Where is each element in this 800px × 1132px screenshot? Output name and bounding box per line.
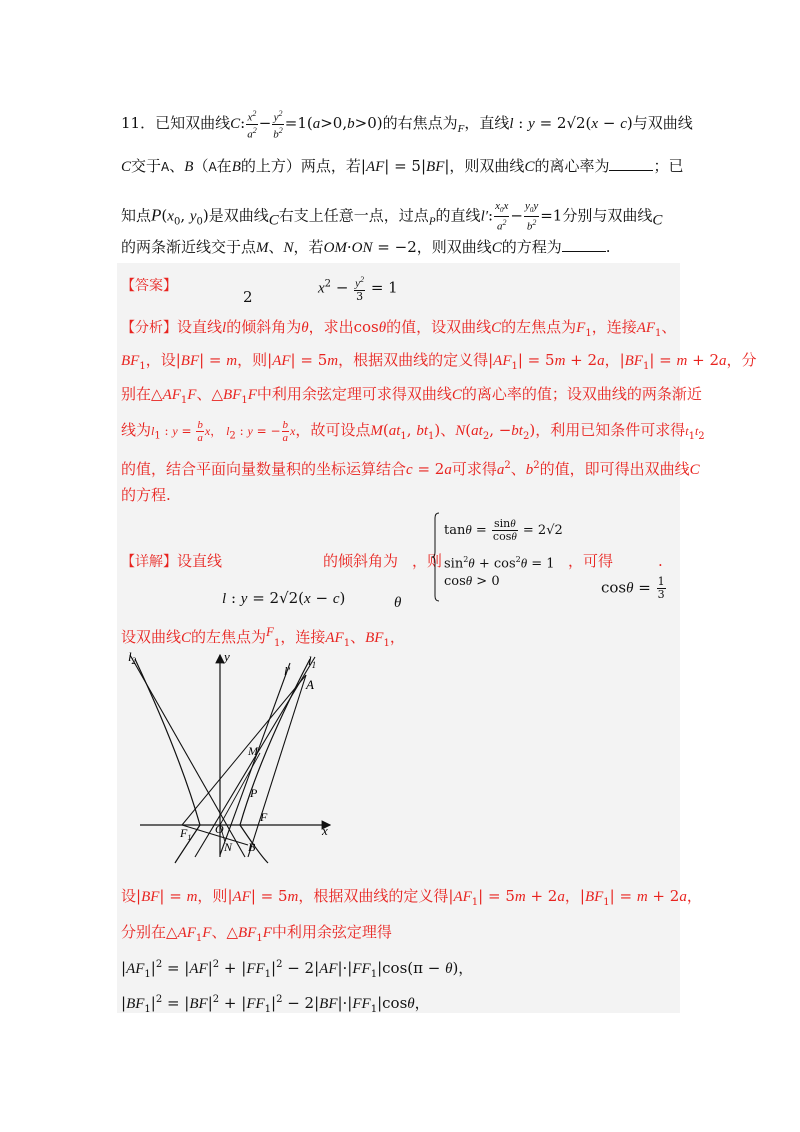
problem-line-2: C交于A、B（A在B的上方）两点，若|AF| = 5|BF|，则双曲线C的离心率为 ；已 (121, 157, 684, 175)
label-A: A (306, 677, 314, 692)
analysis-line-5: 的值，结合平面向量数量积的坐标运算结合c = 2a可求得$a^2$、$b^2$的值，即可得出双曲线C (121, 460, 700, 478)
analysis-line-6: 的方程. (121, 486, 171, 504)
problem-line-3: 知点$P(x_0$, $y_0$)是双曲线C右支上任意一点，过点$_P$的直线l′: $\frac{x_0x}{a^2}$ − $\frac{y_0y}{b^2}$ =1分别与双曲线C (121, 200, 663, 233)
label-B: B (248, 840, 256, 854)
label-O: O (215, 822, 224, 836)
segment-F1A (182, 675, 306, 825)
detail-line-1d: ，可得 (568, 552, 614, 570)
label-P: P (250, 786, 258, 800)
label-F1: $F_1$ (180, 826, 192, 842)
analysis-line-4: 线为$l_1$ : y = $\frac{b}{a}$ x， $l_2$ : y = − $\frac{b}{a}$ x，故可设点$M(at_1$, $bt_1$)、$N(at_2$, $-bt_2$)，利用已知条件可求得$t_1t_2$ (121, 419, 705, 444)
analysis-line-2: $BF_1$，设|BF| = m，则|AF| = 5m，根据双曲线的定义得$|AF_1| = 5m + 2a$，$|BF_1| = m + 2a$，分 (121, 351, 757, 372)
detail-line-1: 【详解】设直线 (121, 552, 223, 570)
analysis-tag: 【分析】 (121, 320, 177, 336)
label-x: x (322, 823, 328, 838)
label-l1: $l_1$ (308, 653, 317, 670)
label-N: N (224, 840, 233, 854)
hyperbola-figure (120, 645, 340, 865)
answer-value-2: $x^2$ − $\frac{y^2}{3}$ = 1 (318, 275, 398, 303)
problem-line-1: 11．已知双曲线C: $\frac{x^2}{a^2}$ − $\frac{y^2}{b^2}$ =1(a>0,b>0)的右焦点为$_F$，直线l : y = 2√2(x − c)与双曲线 (121, 109, 693, 141)
system-row-3: cosθ > 0 (444, 573, 500, 589)
detail-line-1c: ，则 (412, 552, 443, 570)
system-row-1: tanθ = $\frac{\sin\theta}{\cos\theta}$ = 2√2 (444, 517, 563, 543)
after-line-2: 分别在$\triangle AF_1F$、$\triangle BF_1F$中利用余弦定理得 (121, 923, 392, 944)
answer-tag: 【答案】 (121, 278, 177, 294)
problem-number: 11． (121, 114, 156, 133)
label-l2: $l_2$ (128, 649, 137, 666)
label-F: F (260, 810, 268, 824)
theta-symbol: θ (394, 595, 402, 611)
label-y: y (224, 649, 230, 664)
detail-line-2: 设双曲线C的左焦点为$F_1$，连接$AF_1$、$BF_1$， (121, 624, 405, 649)
detail-line-1b: 的倾斜角为 (323, 552, 399, 570)
detail-tag: 【详解】 (121, 554, 177, 570)
cos-result: cosθ = $\frac{1}{3}$ (601, 575, 665, 601)
answer-line (121, 275, 177, 296)
system-brace (432, 512, 440, 602)
analysis-line-3: 别在$\triangle AF_1F$、$\triangle BF_1F$中利用余弦定理可求得双曲线C的离心率的值；设双曲线的两条渐近 (121, 385, 702, 406)
label-l-prime: l′ (284, 664, 290, 678)
label-M: M (248, 744, 258, 758)
line-l (248, 675, 306, 857)
system-row-2: $\sin^2\theta + \cos^2\theta = 1$ (444, 555, 555, 572)
detail-line-1e: . (658, 552, 663, 570)
after-line-1: 设|BF| = m，则|AF| = 5m，根据双曲线的定义得$|AF_1| = 5m + 2a$，$|BF_1| = m + 2a$， (121, 887, 702, 908)
answer-blank-1 (609, 156, 653, 171)
equation-af1: $|AF_1|^2 = |AF|^2 + |FF_1|^2 - 2|AF|\cdot|FF_1|\cos(\pi - \theta)$， (121, 959, 474, 980)
analysis-line-1: 【分析】设直线l的倾斜角为θ，求出cosθ的值，设双曲线C的左焦点为$F_1$，连接$AF_1$、 (121, 318, 677, 339)
answer-value-1: 2 (243, 288, 253, 306)
answer-blank-2 (562, 237, 606, 252)
line-l-equation: l : y = 2√2(x − c) (222, 589, 346, 607)
equation-bf1: $|BF_1|^2 = |BF|^2 + |FF_1|^2 - 2|BF|\cdot|FF_1|\cos\theta$， (121, 994, 430, 1015)
hyperbola-right-branch (240, 659, 310, 863)
problem-line-4: 的两条渐近线交于点M、N，若OM·ON = −2，则双曲线C的方程为 . (121, 238, 611, 256)
